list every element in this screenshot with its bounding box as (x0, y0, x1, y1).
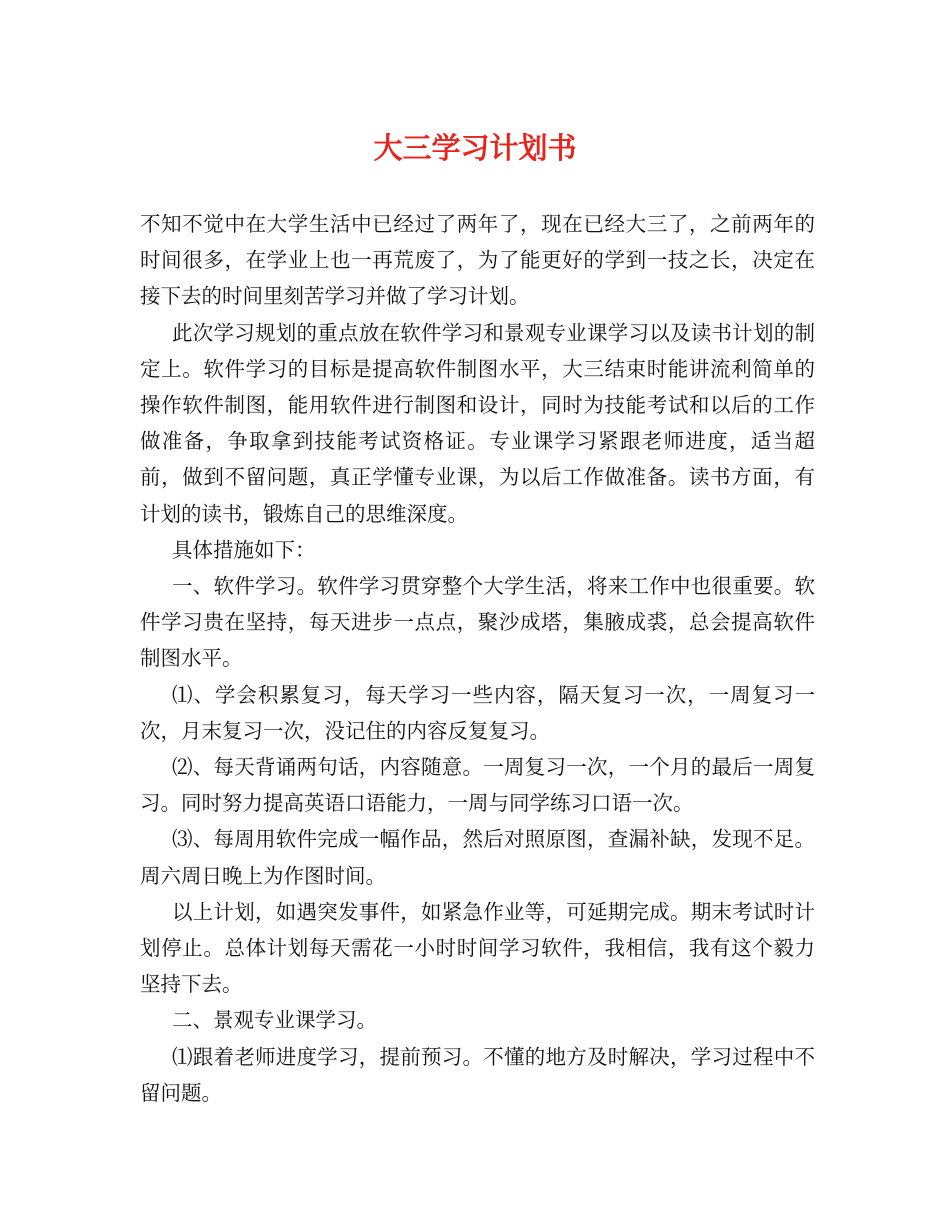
paragraph-landscape-item-1: ⑴跟着老师进度学习，提前预习。不懂的地方及时解决，学习过程中不留问题。 (140, 1044, 815, 1105)
document-title: 大三学习计划书 (373, 131, 577, 165)
paragraph-item-3: ⑶、每周用软件完成一幅作品，然后对照原图，查漏补缺，发现不足。周六周日晚上为作图时间。 (140, 827, 815, 888)
paragraph-measures-heading: 具体措施如下： (172, 537, 316, 562)
paragraph-plan-focus: 此次学习规划的重点放在软件学习和景观专业课学习以及读书计划的制定上。软件学习的目标是提高软件制图水平，大三结束时能讲流利简单的操作软件制图，能用软件进行制图和设计，同时为技能考试和以后的工作做准备，争取拿到技能考试资格证。专业课学习紧跟老师进度，适当超前，做到不留问题，真正学懂专业课，为以后工作做准备。读书方面，有计划的读书，锻炼自己的思维深度。 (140, 320, 815, 526)
paragraph-plan-note: 以上计划，如遇突发事件，如紧急作业等，可延期完成。期末考试时计划停止。总体计划每天需花一小时时间学习软件，我相信，我有这个毅力坚持下去。 (140, 899, 815, 997)
paragraph-item-1: ⑴、学会积累复习，每天学习一些内容，隔天复习一次，一周复习一次，月末复习一次，没记住的内容反复复习。 (140, 682, 815, 743)
paragraph-item-2: ⑵、每天背诵两句话，内容随意。一周复习一次，一个月的最后一周复习。同时努力提高英语口语能力，一周与同学练习口语一次。 (140, 755, 815, 816)
paragraph-landscape-heading: 二、景观专业课学习。 (172, 1008, 377, 1033)
paragraph-intro: 不知不觉中在大学生活中已经过了两年了，现在已经大三了，之前两年的时间很多，在学业上也一再荒废了，为了能更好的学到一技之长，决定在接下去的时间里刻苦学习并做了学习计划。 (140, 212, 815, 309)
document-body (140, 206, 815, 1111)
paragraph-software-study: 一、软件学习。软件学习贯穿整个大学生活，将来工作中也很重要。软件学习贵在坚持，每天进步一点点，聚沙成塔，集腋成裘，总会提高软件制图水平。 (140, 574, 815, 671)
